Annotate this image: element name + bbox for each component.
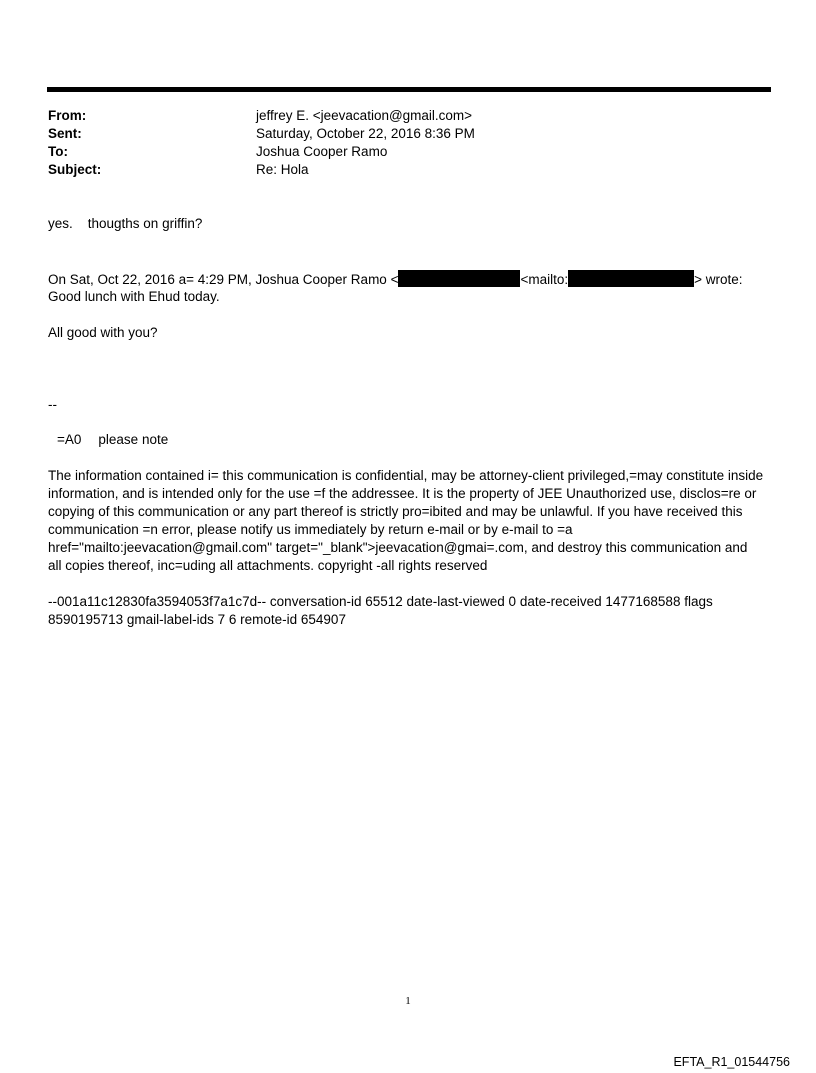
metadata-line: --001a11c12830fa3594053f7a1c7d-- conversation-id 65512 date-last-viewed 0 date-received 1477168588 flags 8590195713 gmail-label-ids 7 6 remote-id 654907	[48, 594, 713, 627]
from-label: From:	[48, 108, 87, 123]
page-number: 1	[405, 995, 411, 1007]
redaction-box	[568, 270, 694, 287]
sent-value: Saturday, October 22, 2016 8:36 PM	[256, 126, 475, 141]
disclaimer-paragraph: The information contained i= this communication is confidential, may be attorney-client privileged,=may constitute inside information, and is intended only for the use =f the addressee. It is the property of JEE Unauthorized use, disclos=re or copying of this communication or any part thereof is strictly pro=ibited and may be unlawful. If you have received this communication =n error, please notify us immediately by return e-mail or by e-mail to =a href="mailto:jeevacation@gmail.com" target="_blank">jeevacation@gmai=.com, and destroy this communication and all copies thereof, inc=uding all attachments. copyright -all rights reserved	[48, 468, 764, 573]
subject-row	[48, 161, 475, 179]
document-id: EFTA_R1_01544756	[673, 1055, 790, 1069]
quote-intro-prefix: On Sat, Oct 22, 2016 a= 4:29 PM, Joshua Cooper Ramo <	[48, 272, 399, 287]
subject-value: Re: Hola	[256, 162, 309, 177]
email-header	[48, 107, 475, 179]
to-row	[48, 143, 475, 161]
signature-dashes: --	[48, 397, 57, 412]
quote-intro-suffix: > wrote:	[694, 272, 743, 287]
quote-intro-mailto: <mailto:	[520, 272, 569, 287]
to-label: To:	[48, 144, 68, 159]
quote-line-1: Good lunch with Ehud today.	[48, 289, 220, 304]
please-note-line	[48, 431, 781, 449]
redaction-box	[398, 270, 520, 287]
quote-line-2: All good with you?	[48, 325, 158, 340]
note-label: please note	[98, 432, 169, 447]
subject-label: Subject:	[48, 162, 102, 177]
reply-text: yes. thougths on griffin?	[48, 216, 203, 231]
to-value: Joshua Cooper Ramo	[256, 144, 388, 159]
from-row	[48, 107, 475, 125]
header-divider-rule	[47, 87, 771, 92]
quote-intro	[48, 270, 772, 289]
note-code: =A0	[57, 432, 82, 447]
sent-row	[48, 125, 475, 143]
sent-label: Sent:	[48, 126, 82, 141]
from-value: jeffrey E. <jeevacation@gmail.com>	[256, 108, 473, 123]
